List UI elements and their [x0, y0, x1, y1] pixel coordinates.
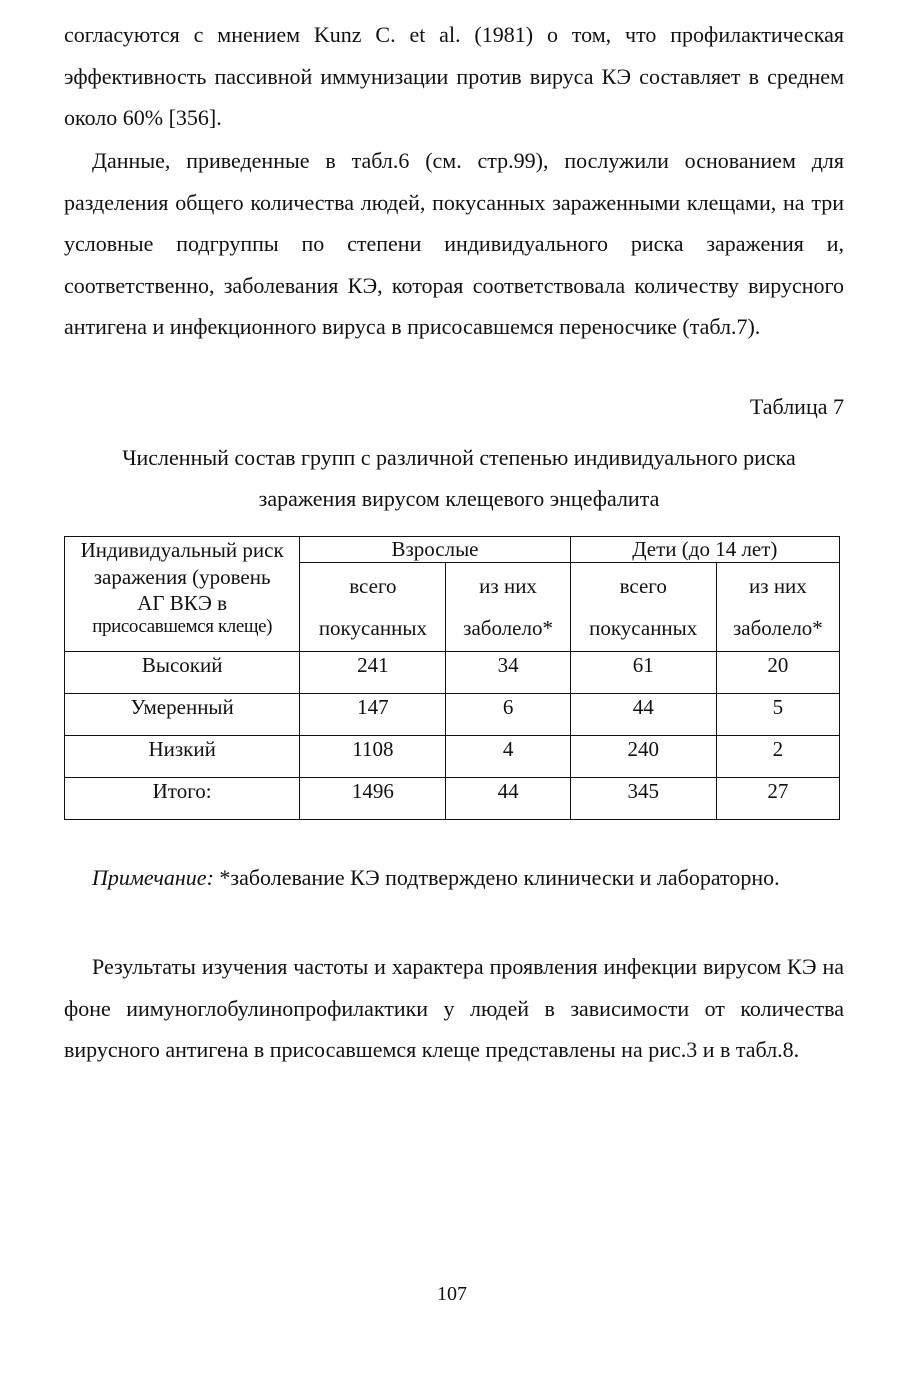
table-row: [65, 736, 840, 778]
header-children-ill: [716, 563, 839, 652]
cell-adults-ill: 34: [446, 652, 570, 694]
cell-children-ill: 2: [716, 736, 839, 778]
header-adults-ill: [446, 563, 570, 652]
row-label: Высокий: [65, 652, 300, 694]
table-number: Таблица 7: [749, 394, 844, 419]
table-note: [64, 865, 844, 891]
cell-children-bitten: 240: [570, 736, 716, 778]
cell-children-bitten: 44: [570, 694, 716, 736]
header-risk-line: присосавшемся клеще): [92, 616, 273, 637]
header-risk-level: [65, 537, 300, 652]
header-adults-total-bitten: [300, 563, 446, 652]
cell-adults-ill: 6: [446, 694, 570, 736]
header-adults: Взрослые: [300, 537, 570, 563]
table-row: [65, 652, 840, 694]
paragraph-intro: согласуются с мнением Kunz C. et al. (1981) о том, что профилактическая эффективность пассивной иммунизации против вируса КЭ составляет в среднем около 60% [356].: [64, 22, 844, 130]
note-text: *заболевание КЭ подтверждено клинически и лабораторно.: [219, 865, 780, 890]
paragraph-results: Результаты изучения частоты и характера проявления инфекции вирусом КЭ на фоне иимуноглобулинопрофилактики у людей в зависимости от количества вирусного антигена в присосавшемся клеще представлены на рис.3 и в табл.8.: [64, 954, 844, 1062]
table-caption: Численный состав групп с различной степенью индивидуального риска заражения вирусом клещевого энцефалита: [122, 445, 796, 511]
paragraph-groups: Данные, приведенные в табл.6 (см. стр.99), послужили основанием для разделения общего количества людей, покусанных зараженными клещами, на три условные подгруппы по степени индивидуального риска заражения и, соответственно, заболевания КЭ, которая соответствовала количеству вирусного антигена и инфекционного вируса в присосавшемся переносчике (табл.7).: [64, 148, 844, 339]
cell-children-ill: 20: [716, 652, 839, 694]
table-row-total: [65, 778, 840, 820]
note-label: Примечание:: [92, 865, 214, 890]
header-text: заболело*: [463, 616, 553, 640]
header-text: покусанных: [589, 616, 698, 640]
page-number: 107: [437, 1283, 467, 1305]
header-text: всего: [619, 574, 667, 598]
header-text: из них: [479, 574, 537, 598]
header-text: покусанных: [318, 616, 427, 640]
header-risk-line: Индивидуальный риск: [80, 538, 284, 562]
cell-children-ill: 5: [716, 694, 839, 736]
cell-children-bitten: 345: [570, 778, 716, 820]
cell-adults-ill: 4: [446, 736, 570, 778]
cell-adults-bitten: 1496: [300, 778, 446, 820]
header-risk-line: заражения (уровень: [93, 565, 271, 589]
table-row: [65, 694, 840, 736]
header-text: заболело*: [733, 616, 823, 640]
row-label: Умеренный: [65, 694, 300, 736]
row-label: Низкий: [65, 736, 300, 778]
cell-adults-bitten: 1108: [300, 736, 446, 778]
cell-children-bitten: 61: [570, 652, 716, 694]
header-risk-line: АГ ВКЭ в: [137, 591, 228, 615]
risk-groups-table: [64, 536, 840, 820]
cell-adults-bitten: 241: [300, 652, 446, 694]
cell-children-ill: 27: [716, 778, 839, 820]
cell-adults-ill: 44: [446, 778, 570, 820]
header-text: всего: [349, 574, 397, 598]
cell-adults-bitten: 147: [300, 694, 446, 736]
row-label: Итого:: [65, 778, 300, 820]
header-children-total-bitten: [570, 563, 716, 652]
header-text: из них: [749, 574, 807, 598]
table-header-row: [65, 537, 840, 563]
header-children: Дети (до 14 лет): [570, 537, 839, 563]
